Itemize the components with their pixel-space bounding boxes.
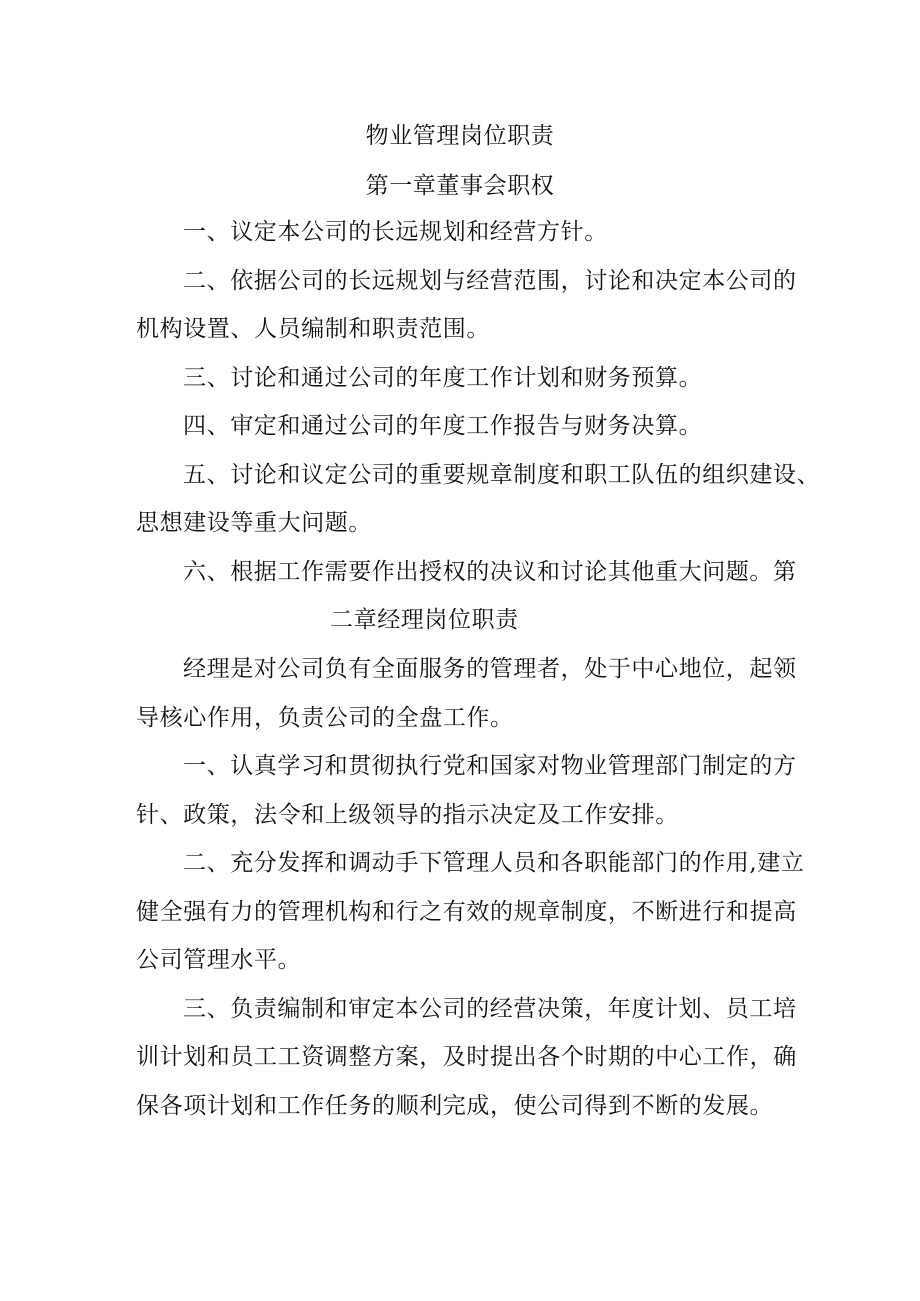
text-line: 二、充分发挥和调动手下管理人员和各职能部门的作用,建立 <box>183 850 805 876</box>
text-line: 经理是对公司负有全面服务的管理者，处于中心地位，起领 <box>183 656 797 682</box>
text-line: 训计划和员工工资调整方案，及时提出各个时期的中心工作，确 <box>136 1044 797 1070</box>
chapter-1-heading: 第一章董事会职权 <box>365 173 555 199</box>
text-line: 三、负责编制和审定本公司的经营决策，年度计划、员工培 <box>183 996 797 1022</box>
text-line: 思想建设等重大问题。 <box>136 510 372 536</box>
text-line: 健全强有力的管理机构和行之有效的规章制度，不断进行和提高 <box>136 899 797 925</box>
text-line: 三、讨论和通过公司的年度工作计划和财务预算。 <box>183 365 703 391</box>
document-title: 物业管理岗位职责 <box>365 123 555 149</box>
chapter-2-heading: 二章经理岗位职责 <box>330 607 519 633</box>
text-line: 保各项计划和工作任务的顺利完成，使公司得到不断的发展。 <box>136 1093 774 1119</box>
text-line: 二、依据公司的长远规划与经营范围，讨论和决定本公司的 <box>183 268 797 294</box>
text-line: 四、审定和通过公司的年度工作报告与财务决算。 <box>183 413 703 439</box>
text-line: 针、政策，法令和上级领导的指示决定及工作安排。 <box>136 802 679 828</box>
text-line: 导核心作用，负责公司的全盘工作。 <box>136 705 514 731</box>
text-line: 公司管理水平。 <box>136 947 302 973</box>
text-line: 六、根据工作需要作出授权的决议和讨论其他重大问题。第 <box>183 559 797 585</box>
text-line: 机构设置、人员编制和职责范围。 <box>136 316 490 342</box>
text-line: 一、认真学习和贯彻执行党和国家对物业管理部门制定的方 <box>183 753 797 779</box>
text-line: 一、议定本公司的长远规划和经营方针。 <box>183 219 608 245</box>
text-line: 五、讨论和议定公司的重要规章制度和职工队伍的组织建设、 <box>183 462 821 488</box>
